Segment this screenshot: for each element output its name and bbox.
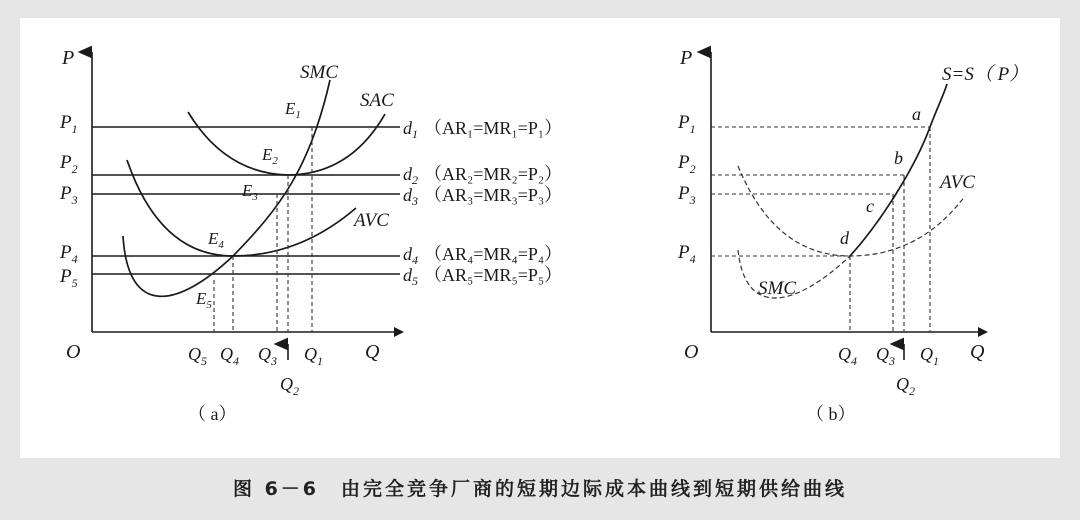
panel-b-p1-label: $P_1$: [678, 112, 696, 136]
panel-a-sac-curve: [188, 112, 385, 175]
panel-a-axis-p: P: [62, 47, 75, 69]
panel-a-avc-label: AVC: [354, 210, 389, 231]
figure: [20, 18, 1060, 458]
panel-b-q1-label: $Q_1$: [920, 344, 939, 368]
panel-a-q4-label: $Q_4$: [220, 344, 239, 368]
panel-a-d2-label: $d_2$ （AR₂=MR₂=P₂）: [403, 164, 563, 187]
panel-b-p2-label: $P_2$: [678, 152, 696, 176]
panel-b-origin: O: [684, 341, 699, 363]
panel-b-axis-p: P: [680, 47, 693, 69]
panel-a-p5-label: $P_5$: [60, 266, 78, 290]
panel-b-avc-curve: [738, 166, 965, 256]
panel-a-d1-label: $d_1$ （AR₁=MR₁=P₁）: [403, 118, 563, 141]
panel-a-q1-label: $Q_1$: [304, 344, 323, 368]
panel-a-axis-q: Q: [365, 341, 380, 363]
panel-a-p1-label: $P_1$: [60, 112, 78, 136]
panel-b-point-d: d: [840, 228, 849, 248]
panel-a-p4-label: $P_4$: [60, 242, 78, 266]
panel-a-e1-label: $E_1$: [285, 99, 301, 121]
panel-b-avc-label: AVC: [940, 172, 975, 193]
panel-a-caption: （ a）: [188, 404, 237, 424]
panel-b-point-a: a: [912, 104, 921, 124]
panel-b-q3-label: $Q_3$: [876, 344, 895, 368]
panel-a: [59, 47, 562, 424]
panel-b-p3-label: $P_3$: [678, 183, 696, 207]
panel-b-supply-curve: [850, 84, 947, 256]
panel-a-p3-label: $P_3$: [60, 183, 78, 207]
panel-a-d3-label: $d_3$ （AR₃=MR₃=P₃）: [403, 185, 563, 208]
panel-b-p4-label: $P_4$: [678, 242, 696, 266]
panel-b-smc-label: SMC: [758, 278, 796, 299]
panel-b-point-c: c: [866, 196, 874, 216]
panel-a-p2-label: $P_2$: [60, 152, 78, 176]
panel-a-d5-label: $d_5$ （AR₅=MR₅=P₅）: [403, 265, 563, 288]
panel-b-supply-label: S=S（ P）: [942, 64, 1029, 85]
panel-a-d4-label: $d_4$ （AR₄=MR₄=P₄）: [403, 244, 563, 267]
figure-caption: 图 6－6 由完全竞争厂商的短期边际成本曲线到短期供给曲线: [232, 478, 848, 500]
panel-a-e3-label: $E_3$: [242, 181, 258, 203]
panel-a-q2-label: $Q_2$: [280, 374, 299, 398]
panel-b-axis-q: Q: [970, 341, 985, 363]
panel-b-q2-label: $Q_2$: [896, 374, 915, 398]
diagram-canvas: [20, 18, 1060, 458]
panel-a-e4-label: $E_4$: [208, 229, 224, 251]
panel-a-sac-label: SAC: [360, 90, 394, 111]
panel-b: [677, 47, 1028, 424]
panel-b-q4-label: $Q_4$: [838, 344, 857, 368]
panel-a-q3-label: $Q_3$: [258, 344, 277, 368]
panel-a-q5-label: $Q_5$: [188, 344, 207, 368]
panel-a-smc-label: SMC: [300, 62, 338, 83]
panel-a-e5-label: $E_5$: [196, 289, 212, 311]
panel-a-origin: O: [66, 341, 81, 363]
panel-a-e2-label: $E_2$: [262, 145, 278, 167]
panel-b-point-b: b: [894, 148, 903, 168]
panel-b-caption: （ b）: [806, 404, 856, 424]
